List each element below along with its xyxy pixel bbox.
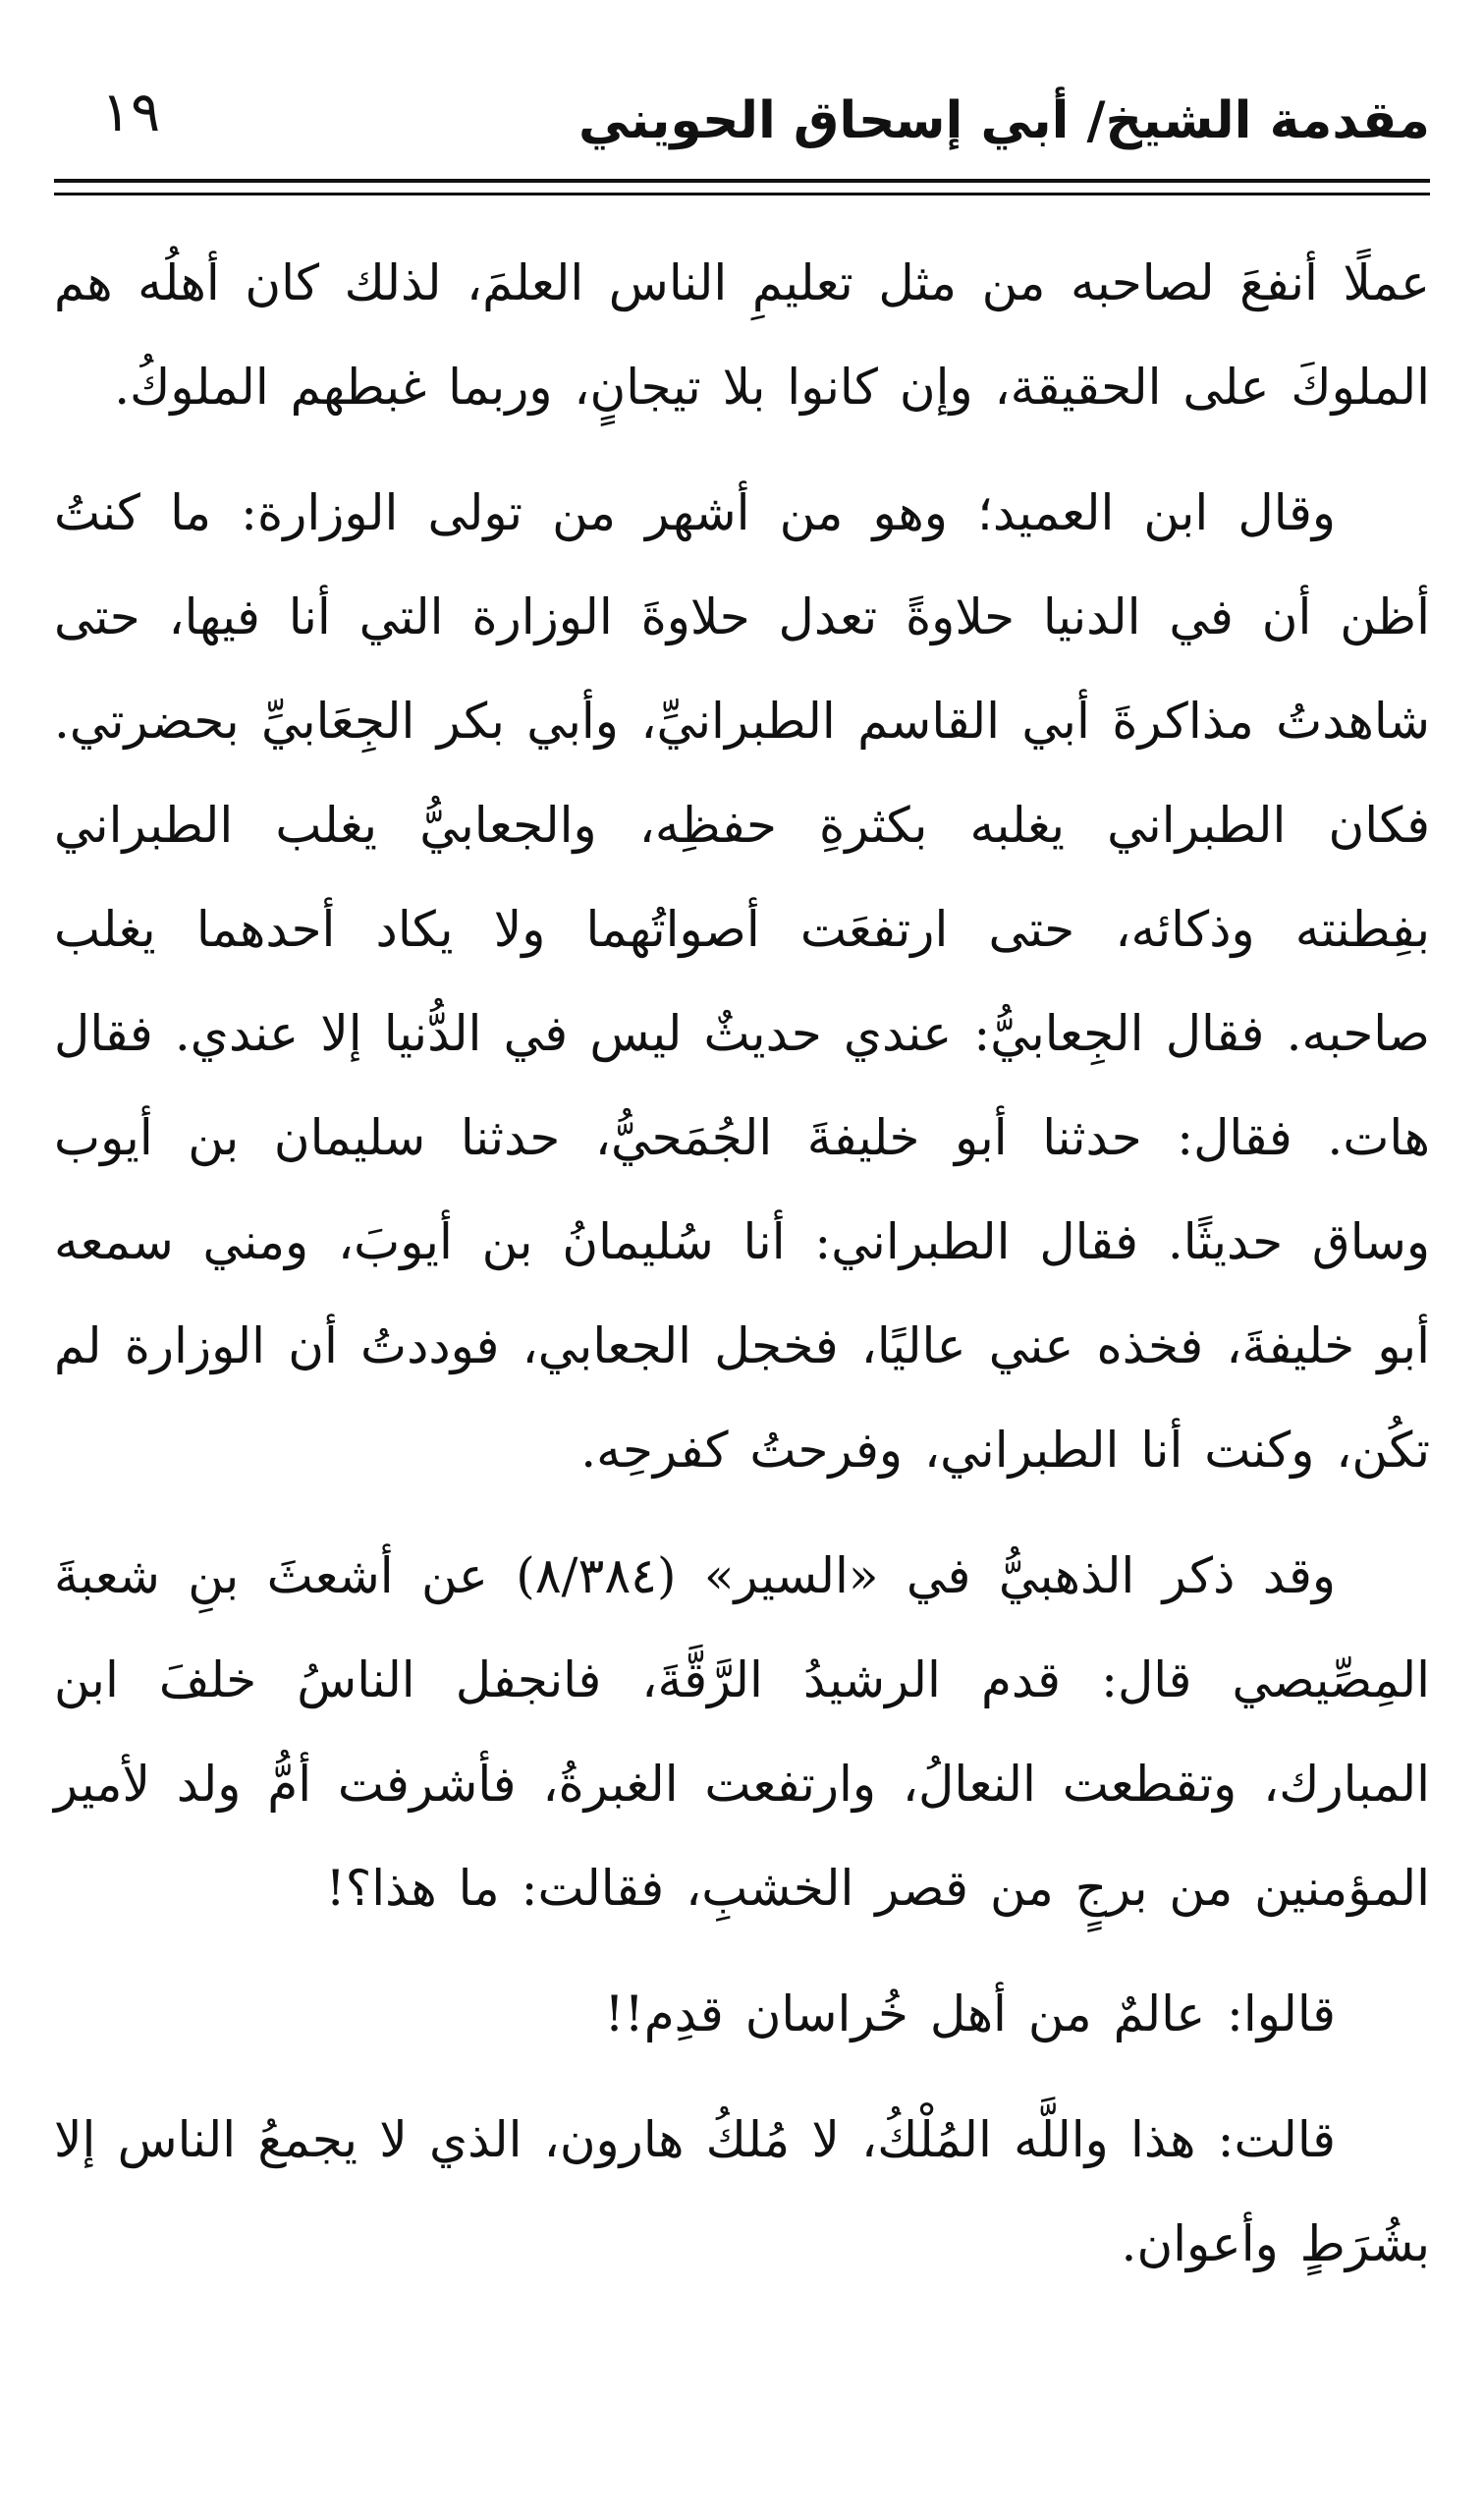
page-number: ١٩ bbox=[101, 81, 161, 144]
paragraph: وقال ابن العميد؛ وهو من أشهر من تولى الوزارة: ما كنتُ أظن أن في الدنيا حلاوةً تعدل حلاوةَ الوزارة التي أنا فيها، حتى شاهدتُ مذاكرةَ أبي القاسم الطبرانيِّ، وأبي بكر الجِعَابيِّ بحضرتي. فكان الطبراني يغلبه بكثرةِ حفظِه، والجعابيُّ يغلب الطبراني بفِطنته وذكائه، حتى ارتفعَت أصواتُهما ولا يكاد أحدهما يغلب صاحبه. فقال الجِعابيُّ: عندي حديثٌ ليس في الدُّنيا إلا عندي. فقال هات. فقال: حدثنا أبو خليفةَ الجُمَحيُّ، حدثنا سليمان بن أيوب وساق حديثًا. فقال الطبراني: أنا سُليمانُ بن أيوبَ، ومني سمعه أبو خليفةَ، فخذه عني عاليًا، فخجل الجعابي، فوددتُ أن الوزارة لم تكُن، وكنت أنا الطبراني، وفرحتُ كفرحِه. bbox=[54, 484, 1430, 1479]
page-header bbox=[54, 69, 1430, 177]
paragraph: قالوا: عالمٌ من أهل خُراسان قدِم!! bbox=[604, 1985, 1336, 2042]
running-title: مقدمة الشيخ/ أبي إسحاق الحويني bbox=[578, 91, 1430, 150]
body-text bbox=[54, 231, 1430, 2318]
paragraph: وقد ذكر الذهبيُّ في «السير» (٨/٣٨٤) عن أشعثَ بنِ شعبةَ المِصِّيصي قال: قدم الرشيدُ الرَّقَّةَ، فانجفل الناسُ خلفَ ابن المبارك، وتقطعت النعالُ، وارتفعت الغبرةُ، فأشرفت أمُّ ولد لأمير المؤمنين من برجٍ من قصر الخشبِ، فقالت: ما هذا؟! bbox=[54, 1547, 1430, 1917]
paragraph: عملًا أنفعَ لصاحبه من مثل تعليمِ الناس العلمَ، لذلك كان أهلُه هم الملوكَ على الحقيقة، وإن كانوا بلا تيجانٍ، وربما غبطهم الملوكُ. bbox=[54, 254, 1430, 416]
header-rule-top bbox=[54, 179, 1430, 183]
header-rule-bottom bbox=[54, 193, 1430, 196]
paragraph: قالت: هذا واللَّه المُلْكُ، لا مُلكُ هارون، الذي لا يجمعُ الناس إلا بشُرَطٍ وأعوان. bbox=[54, 2111, 1430, 2272]
